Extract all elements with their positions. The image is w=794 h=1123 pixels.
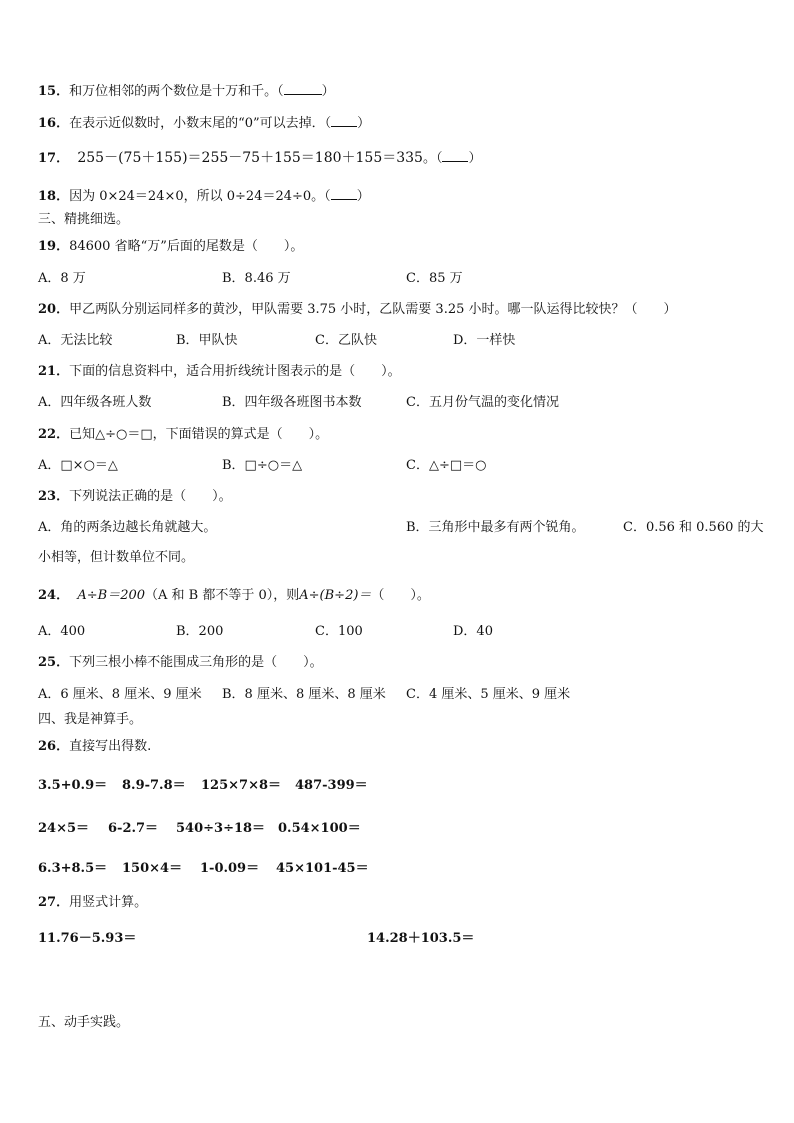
option-d[interactable]: D．40: [453, 624, 493, 639]
option-a[interactable]: A．无法比较: [38, 333, 113, 348]
question-expression: A÷B＝200: [77, 588, 146, 603]
question-26: [38, 738, 151, 756]
question-text: 下列说法正确的是（ ）。: [69, 489, 232, 504]
option-a[interactable]: A．400: [38, 624, 86, 639]
option-a[interactable]: A．6 厘米、8 厘米、9 厘米: [38, 687, 202, 702]
question-text: 84600 省略“万”后面的尾数是（ ）。: [69, 239, 304, 254]
calc-item: 14.28＋103.5＝: [367, 931, 475, 946]
question-text: 下面的信息资料中，适合用折线统计图表示的是（ ）。: [69, 364, 401, 379]
calc-item: 3.5+0.9＝: [38, 778, 108, 793]
question-24: [38, 587, 430, 605]
option-c[interactable]: C．85 万: [406, 271, 463, 286]
paren-close: ）: [356, 189, 370, 204]
question-16: [38, 114, 370, 133]
option-b[interactable]: B．200: [176, 624, 224, 639]
question-number: 19．: [38, 239, 70, 254]
paren-close: ）: [321, 84, 335, 99]
question-text: 在表示近似数时，小数末尾的“0”可以去掉．（: [69, 116, 332, 131]
calc-item: 45×101-45＝: [276, 861, 369, 876]
question-text: 用竖式计算。: [69, 895, 148, 910]
question-number: 25．: [38, 655, 70, 670]
answer-blank[interactable]: [331, 187, 357, 200]
question-22: [38, 426, 328, 444]
question-23: [38, 488, 232, 506]
calc-item: 24×5＝: [38, 821, 90, 836]
calc-item: 0.54×100＝: [278, 821, 361, 836]
question-18: [38, 187, 370, 206]
option-c[interactable]: C．4 厘米、5 厘米、9 厘米: [406, 687, 571, 702]
option-b[interactable]: B．三角形中最多有两个锐角。: [406, 520, 585, 535]
paren-close: ）: [357, 116, 371, 131]
question-text: 直接写出得数.: [69, 739, 152, 754]
calc-item: 8.9-7.8＝: [122, 778, 186, 793]
question-text: 下列三根小棒不能围成三角形的是（ ）。: [69, 655, 323, 670]
option-b[interactable]: B．8.46 万: [222, 271, 291, 286]
question-number: 18．: [38, 189, 70, 204]
question-number: 15．: [38, 84, 70, 99]
option-d[interactable]: D．一样快: [453, 333, 516, 348]
question-number: 22．: [38, 427, 70, 442]
question-text: 甲乙两队分别运同样多的黄沙，甲队需要 3.75 小时，乙队需要 3.25 小时。哪一队运得比较快？（ ）: [69, 302, 677, 317]
question-20: [38, 301, 677, 319]
question-text: （A 和 B 都不等于 0），则: [145, 588, 300, 603]
answer-blank[interactable]: [331, 114, 357, 127]
question-tail: 。（: [422, 151, 443, 166]
question-text: 因为 0×24＝24×0，所以 0÷24＝24÷0。（: [69, 189, 331, 204]
paren-close: ）: [468, 151, 482, 166]
question-number: 17．: [38, 151, 70, 166]
question-15: [38, 82, 335, 101]
question-number: 21．: [38, 364, 70, 379]
question-number: 27．: [38, 895, 70, 910]
question-text: 已知△÷○＝□，下面错误的算式是（ ）。: [69, 427, 329, 442]
section-heading-3: 三、精挑细选。: [38, 212, 130, 227]
question-expression: A÷(B÷2)＝: [299, 588, 372, 603]
question-number: 16．: [38, 116, 70, 131]
section-heading-5: 五、动手实践。: [38, 1015, 130, 1030]
question-number: 26．: [38, 739, 70, 754]
calc-item: 150×4＝: [122, 861, 183, 876]
calc-item: 6.3+8.5＝: [38, 861, 108, 876]
question-17: [38, 149, 482, 168]
answer-blank[interactable]: [442, 149, 468, 162]
option-b[interactable]: B．□÷○＝△: [222, 458, 303, 473]
question-tail: （ ）。: [371, 588, 430, 603]
question-text: 和万位相邻的两个数位是十万和千。（: [69, 84, 284, 99]
option-c[interactable]: C．100: [315, 624, 363, 639]
calc-item: 11.76－5.93＝: [38, 931, 137, 946]
option-c[interactable]: C．0.56 和 0.560 的大: [623, 520, 764, 535]
calc-item: 487-399＝: [295, 778, 368, 793]
option-b[interactable]: B．四年级各班图书本数: [222, 395, 362, 410]
option-a[interactable]: A．角的两条边越长角就越大。: [38, 520, 217, 535]
option-a[interactable]: A．四年级各班人数: [38, 395, 152, 410]
question-number: 24．: [38, 588, 70, 603]
option-b[interactable]: B．甲队快: [176, 333, 238, 348]
option-c-continued: 小相等，但计数单位不同。: [38, 550, 195, 565]
option-c[interactable]: C．乙队快: [315, 333, 377, 348]
question-number: 20．: [38, 302, 70, 317]
section-heading-4: 四、我是神算手。: [38, 712, 143, 727]
calc-item: 1-0.09＝: [200, 861, 260, 876]
question-21: [38, 363, 401, 381]
option-c[interactable]: C．五月份气温的变化情况: [406, 395, 559, 410]
question-expression: 255－(75＋155)＝255－75＋155＝180＋155＝335: [77, 150, 423, 166]
calc-item: 540÷3÷18＝: [176, 821, 266, 836]
option-a[interactable]: A．□×○＝△: [38, 458, 118, 473]
calc-item: 6-2.7＝: [108, 821, 159, 836]
question-number: 23．: [38, 489, 70, 504]
question-27: [38, 894, 147, 912]
question-19: [38, 238, 303, 256]
question-25: [38, 654, 323, 672]
calc-item: 125×7×8＝: [201, 778, 282, 793]
answer-blank[interactable]: [284, 82, 322, 95]
option-a[interactable]: A．8 万: [38, 271, 86, 286]
option-b[interactable]: B．8 厘米、8 厘米、8 厘米: [222, 687, 386, 702]
option-c[interactable]: C．△÷□＝○: [406, 458, 487, 473]
